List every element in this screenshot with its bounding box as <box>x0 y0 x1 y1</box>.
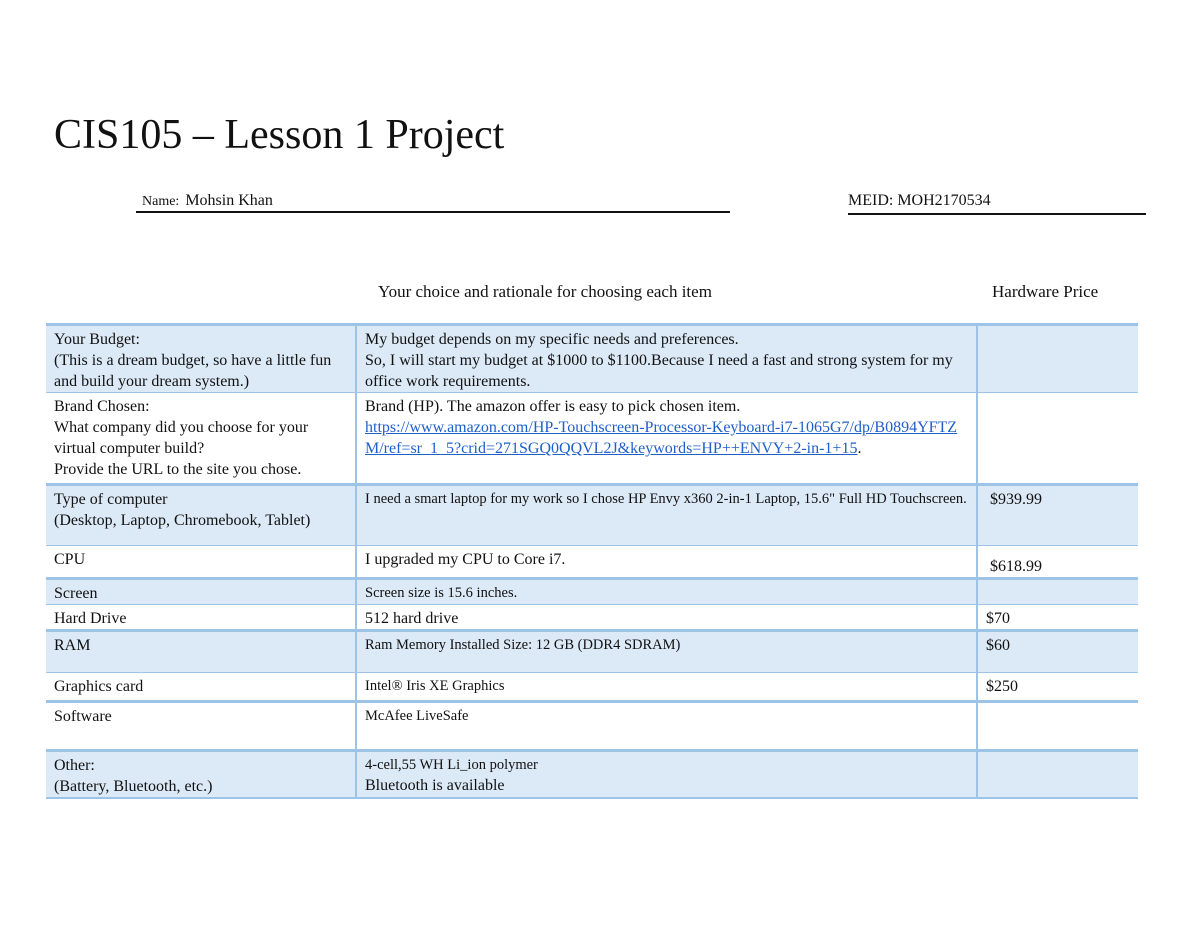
table-row-ram <box>46 631 1138 673</box>
other-label-examples: (Battery, Bluetooth, etc.) <box>54 778 213 795</box>
software-price <box>977 702 1138 751</box>
meid-value: MOH2170534 <box>897 192 991 209</box>
name-field[interactable] <box>136 191 730 213</box>
ram-price: $60 <box>977 631 1138 673</box>
price-cell <box>977 485 1138 546</box>
choice-cell <box>356 393 977 485</box>
software-label: Software <box>46 702 356 751</box>
label-cell <box>46 485 356 546</box>
name-label: Name: <box>142 194 180 209</box>
label-cell <box>46 751 356 799</box>
graphics-choice: Intel® Iris XE Graphics <box>356 673 977 702</box>
budget-label: Your Budget: <box>54 331 140 348</box>
brand-label-question: What company did you choose for your virtual computer build? <box>54 419 309 457</box>
column-header-price: Hardware Price <box>992 282 1099 301</box>
table-row-screen <box>46 579 1138 605</box>
label-cell <box>46 325 356 393</box>
table-row-hard-drive <box>46 605 1138 631</box>
page-title: CIS105 – Lesson 1 Project <box>54 112 505 158</box>
column-header-choice: Your choice and rationale for choosing each item <box>378 282 712 301</box>
type-label-options: (Desktop, Laptop, Chromebook, Tablet) <box>54 512 311 529</box>
table-row-other <box>46 751 1138 799</box>
amazon-product-link[interactable]: https://www.amazon.com/HP-Touchscreen-Processor-Keyboard-i7-1065G7/dp/B0894YFTZM/ref=sr_1_5?crid=271SGQ0QQVL2J&keywords=HP++ENVY+2-in-1+15 <box>365 419 958 457</box>
brand-choice: Brand (HP). The amazon offer is easy to pick chosen item. <box>365 398 741 415</box>
choice-cell <box>356 325 977 393</box>
screen-price <box>977 579 1138 605</box>
cpu-price: $618.99 <box>990 558 1042 575</box>
brand-label-url-prompt: Provide the URL to the site you chose. <box>54 461 302 478</box>
graphics-label: Graphics card <box>46 673 356 702</box>
url-suffix: . <box>857 440 862 457</box>
graphics-price: $250 <box>977 673 1138 702</box>
bluetooth-choice: Bluetooth is available <box>365 777 505 794</box>
cpu-label: CPU <box>46 546 356 579</box>
price-cell <box>977 393 1138 485</box>
table-row-budget <box>46 325 1138 393</box>
meid-field[interactable] <box>848 191 1146 215</box>
screen-label: Screen <box>46 579 356 605</box>
other-price <box>977 751 1138 799</box>
software-choice: McAfee LiveSafe <box>356 702 977 751</box>
other-label: Other: <box>54 757 95 774</box>
hard-drive-price: $70 <box>977 605 1138 631</box>
hard-drive-label: Hard Drive <box>46 605 356 631</box>
budget-choice-line-2: So, I will start my budget at $1000 to $1100.Because I need a fast and strong system for my office work requirements. <box>365 352 953 390</box>
budget-label-note: (This is a dream budget, so have a little fun and build your dream system.) <box>54 352 332 390</box>
table-row-software <box>46 702 1138 751</box>
cpu-choice: I upgraded my CPU to Core i7. <box>356 546 977 579</box>
table-row-brand <box>46 393 1138 485</box>
price-cell <box>977 546 1138 579</box>
hard-drive-choice: 512 hard drive <box>356 605 977 631</box>
ram-label: RAM <box>46 631 356 673</box>
price-cell <box>977 325 1138 393</box>
table-row-type <box>46 485 1138 546</box>
budget-choice-line-1: My budget depends on my specific needs and preferences. <box>365 331 739 348</box>
ram-choice: Ram Memory Installed Size: 12 GB (DDR4 SDRAM) <box>356 631 977 673</box>
name-value: Mohsin Khan <box>185 192 273 209</box>
brand-label: Brand Chosen: <box>54 398 150 415</box>
table-row-graphics <box>46 673 1138 702</box>
choice-cell <box>356 751 977 799</box>
table-row-cpu <box>46 546 1138 579</box>
specs-table <box>46 323 1138 799</box>
screen-choice: Screen size is 15.6 inches. <box>356 579 977 605</box>
type-price: $939.99 <box>990 491 1042 508</box>
label-cell <box>46 393 356 485</box>
battery-choice: 4-cell,55 WH Li_ion polymer <box>365 757 538 773</box>
meid-label: MEID: <box>848 192 894 209</box>
type-label: Type of computer <box>54 491 168 508</box>
type-choice: I need a smart laptop for my work so I chose HP Envy x360 2-in-1 Laptop, 15.6" Full HD Touchscreen. <box>356 485 977 546</box>
